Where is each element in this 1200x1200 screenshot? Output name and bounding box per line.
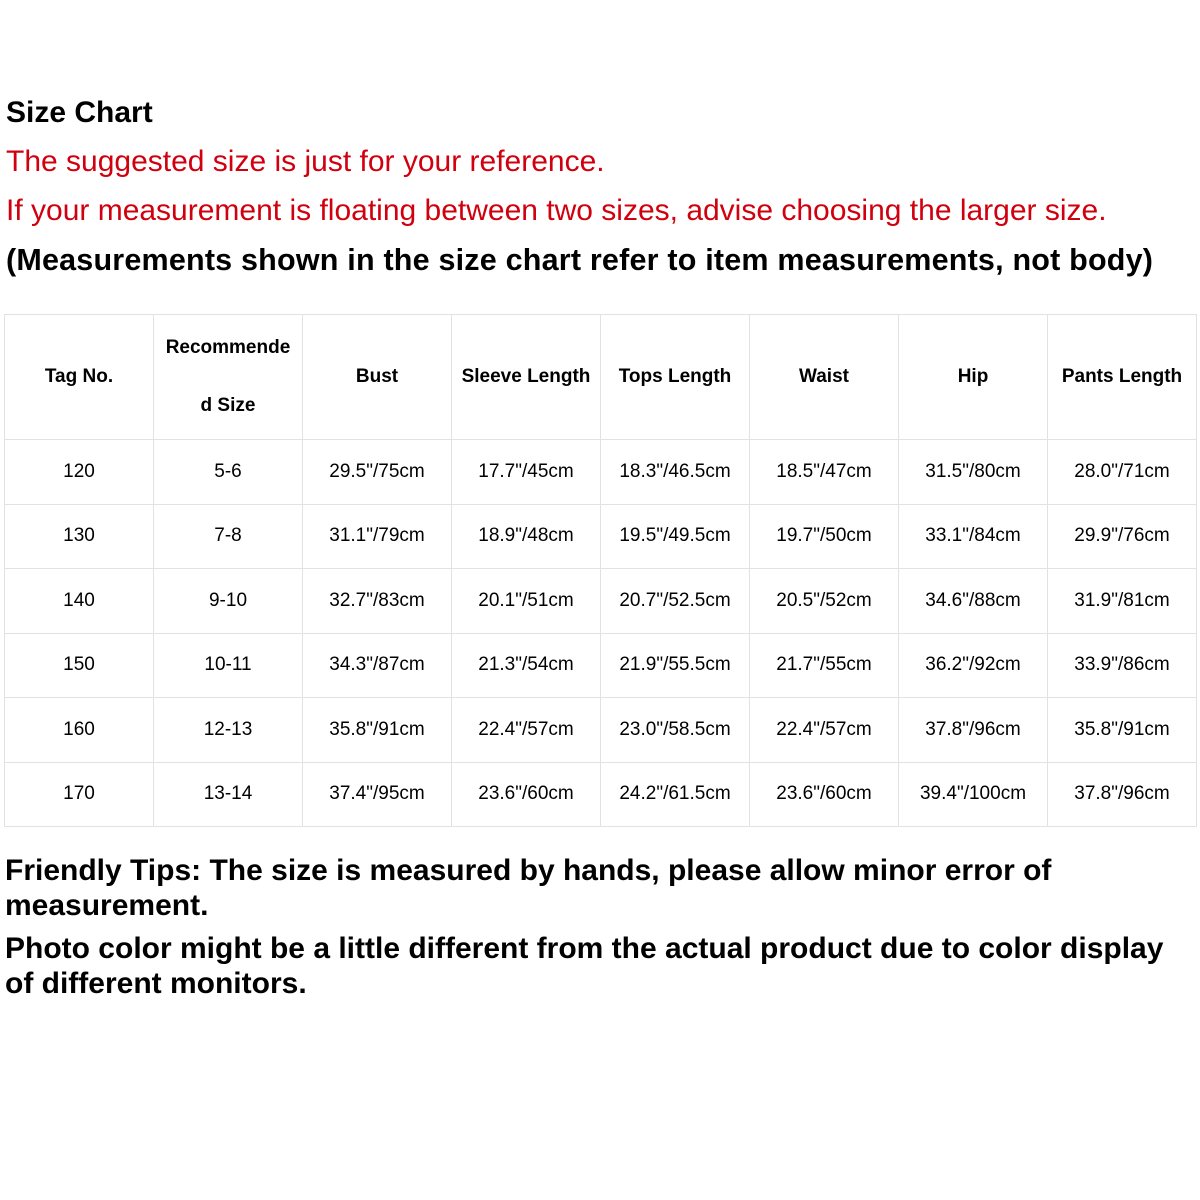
cell-hip: 33.1"/84cm xyxy=(899,504,1048,569)
cell-bust: 32.7"/83cm xyxy=(303,569,452,634)
measurement-note: (Measurements shown in the size chart refer to item measurements, not body) xyxy=(6,243,1154,277)
cell-recommended-size: 9-10 xyxy=(154,569,303,634)
cell-pants-length: 29.9"/76cm xyxy=(1048,504,1197,569)
table-row xyxy=(5,504,1197,569)
cell-bust: 35.8"/91cm xyxy=(303,698,452,763)
cell-tops-length: 19.5"/49.5cm xyxy=(601,504,750,569)
cell-tag-no: 140 xyxy=(5,569,154,634)
cell-waist: 22.4"/57cm xyxy=(750,698,899,763)
table-header-row xyxy=(5,315,1197,440)
column-header-bust: Bust xyxy=(303,315,452,440)
cell-hip: 37.8"/96cm xyxy=(899,698,1048,763)
cell-waist: 19.7"/50cm xyxy=(750,504,899,569)
cell-waist: 20.5"/52cm xyxy=(750,569,899,634)
cell-waist: 21.7"/55cm xyxy=(750,633,899,698)
cell-bust: 37.4"/95cm xyxy=(303,762,452,827)
column-header-recommended-line1: Recommende xyxy=(165,337,291,358)
reference-note: The suggested size is just for your reference. xyxy=(6,145,605,178)
table-row xyxy=(5,762,1197,827)
page-title: Size Chart xyxy=(6,96,153,129)
table-row xyxy=(5,569,1197,634)
cell-bust: 31.1"/79cm xyxy=(303,504,452,569)
cell-waist: 23.6"/60cm xyxy=(750,762,899,827)
color-tip: Photo color might be a little different from the actual product due to color display of different monitors. xyxy=(5,932,1164,1000)
cell-hip: 34.6"/88cm xyxy=(899,569,1048,634)
table-row xyxy=(5,633,1197,698)
cell-pants-length: 35.8"/91cm xyxy=(1048,698,1197,763)
floating-size-note: If your measurement is floating between two sizes, advise choosing the larger size. xyxy=(6,194,1107,227)
cell-sleeve-length: 21.3"/54cm xyxy=(452,633,601,698)
cell-sleeve-length: 17.7"/45cm xyxy=(452,440,601,505)
table-row xyxy=(5,440,1197,505)
cell-hip: 39.4"/100cm xyxy=(899,762,1048,827)
cell-tag-no: 120 xyxy=(5,440,154,505)
cell-pants-length: 28.0"/71cm xyxy=(1048,440,1197,505)
column-header-sleeve-length: Sleeve Length xyxy=(452,315,601,440)
cell-sleeve-length: 18.9"/48cm xyxy=(452,504,601,569)
column-header-hip: Hip xyxy=(899,315,1048,440)
cell-tops-length: 20.7"/52.5cm xyxy=(601,569,750,634)
cell-tops-length: 23.0"/58.5cm xyxy=(601,698,750,763)
cell-tops-length: 21.9"/55.5cm xyxy=(601,633,750,698)
column-header-tag-no: Tag No. xyxy=(5,315,154,440)
column-header-recommended-line2: d Size xyxy=(200,395,256,416)
cell-sleeve-length: 23.6"/60cm xyxy=(452,762,601,827)
cell-waist: 18.5"/47cm xyxy=(750,440,899,505)
cell-pants-length: 31.9"/81cm xyxy=(1048,569,1197,634)
cell-hip: 36.2"/92cm xyxy=(899,633,1048,698)
cell-recommended-size: 5-6 xyxy=(154,440,303,505)
cell-tops-length: 18.3"/46.5cm xyxy=(601,440,750,505)
column-header-pants-length: Pants Length xyxy=(1048,315,1197,440)
cell-bust: 29.5"/75cm xyxy=(303,440,452,505)
size-chart-table xyxy=(4,314,1197,827)
cell-sleeve-length: 22.4"/57cm xyxy=(452,698,601,763)
column-header-tops-length: Tops Length xyxy=(601,315,750,440)
cell-recommended-size: 10-11 xyxy=(154,633,303,698)
cell-recommended-size: 13-14 xyxy=(154,762,303,827)
cell-tag-no: 150 xyxy=(5,633,154,698)
table-row xyxy=(5,698,1197,763)
cell-bust: 34.3"/87cm xyxy=(303,633,452,698)
column-header-waist: Waist xyxy=(750,315,899,440)
cell-recommended-size: 7-8 xyxy=(154,504,303,569)
cell-tag-no: 160 xyxy=(5,698,154,763)
measurement-tip: Friendly Tips: The size is measured by hands, please allow minor error of measurement. xyxy=(5,854,1052,922)
cell-hip: 31.5"/80cm xyxy=(899,440,1048,505)
cell-recommended-size: 12-13 xyxy=(154,698,303,763)
cell-sleeve-length: 20.1"/51cm xyxy=(452,569,601,634)
cell-pants-length: 37.8"/96cm xyxy=(1048,762,1197,827)
cell-tag-no: 170 xyxy=(5,762,154,827)
cell-tag-no: 130 xyxy=(5,504,154,569)
cell-pants-length: 33.9"/86cm xyxy=(1048,633,1197,698)
cell-tops-length: 24.2"/61.5cm xyxy=(601,762,750,827)
column-header-recommended-size xyxy=(154,315,303,440)
